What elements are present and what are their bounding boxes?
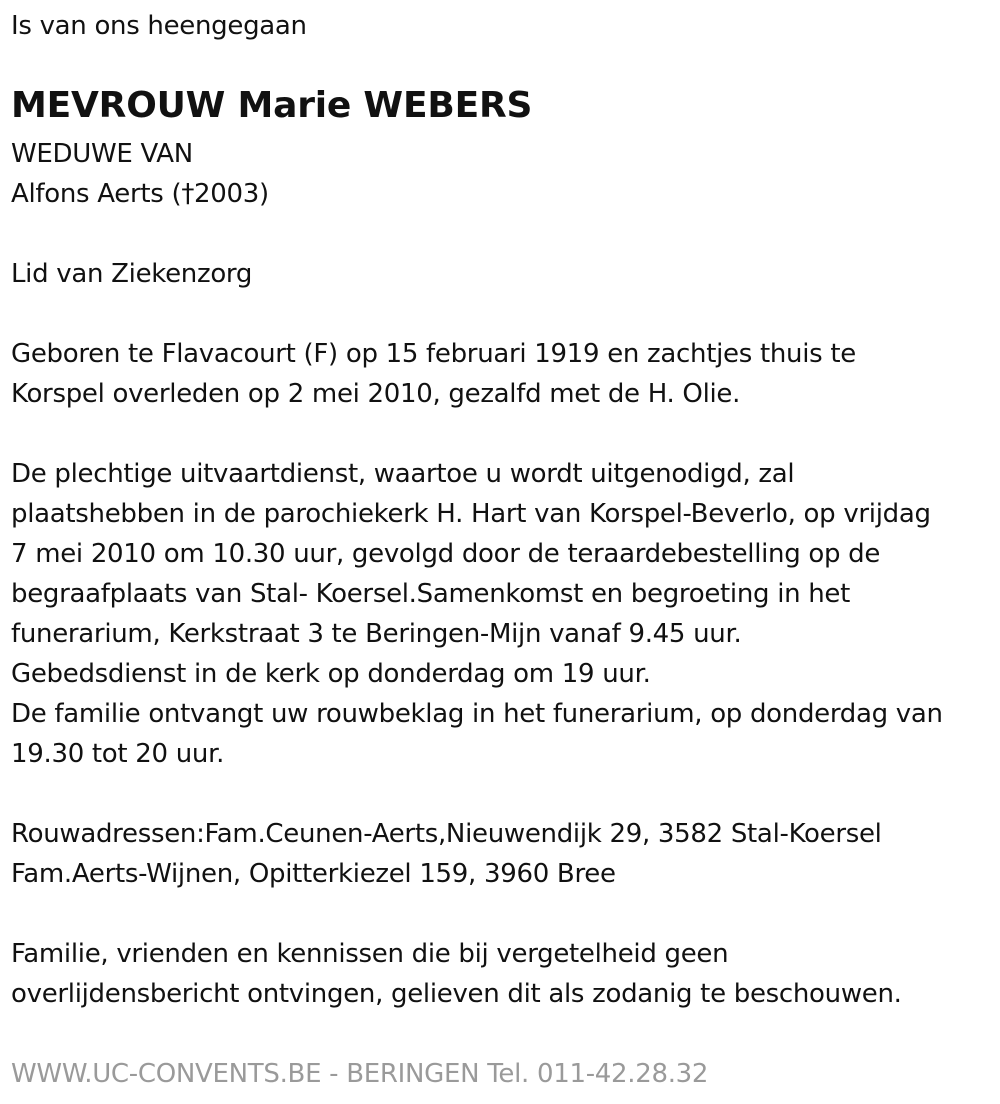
birth-death-paragraph bbox=[11, 334, 856, 414]
paragraph-line: De plechtige uitvaartdienst, waartoe u wordt uitgenodigd, zal bbox=[11, 459, 795, 489]
paragraph-line: 7 mei 2010 om 10.30 uur, gevolgd door de teraardebestelling op de bbox=[11, 539, 881, 569]
addresses-paragraph bbox=[11, 814, 882, 894]
paragraph-line: overlijdensbericht ontvingen, gelieven dit als zodanig te beschouwen. bbox=[11, 979, 902, 1009]
deceased-name: MEVROUW Marie WEBERS bbox=[11, 85, 533, 126]
paragraph-line: Gebedsdienst in de kerk op donderdag om 19 uur. bbox=[11, 659, 651, 689]
widow-label: WEDUWE VAN bbox=[11, 139, 193, 169]
paragraph-line: Familie, vrienden en kennissen die bij vergetelheid geen bbox=[11, 939, 729, 969]
funeral-paragraph bbox=[11, 454, 943, 774]
paragraph-line: Geboren te Flavacourt (F) op 15 februari 1919 en zachtjes thuis te bbox=[11, 339, 856, 369]
membership-block bbox=[11, 254, 252, 294]
paragraph-line: De familie ontvangt uw rouwbeklag in het funerarium, op donderdag van bbox=[11, 699, 943, 729]
intro-text: Is van ons heengegaan bbox=[11, 11, 307, 41]
membership-text: Lid van Ziekenzorg bbox=[11, 259, 253, 289]
footer-contact: WWW.UC-CONVENTS.BE - BERINGEN Tel. 011-42.28.32 bbox=[11, 1059, 709, 1089]
address-line: Rouwadressen:Fam.Ceunen-Aerts,Nieuwendijk 29, 3582 Stal-Koersel bbox=[11, 819, 882, 849]
paragraph-line: plaatshebben in de parochiekerk H. Hart van Korspel-Beverlo, op vrijdag bbox=[11, 499, 931, 529]
closing-paragraph bbox=[11, 934, 902, 1014]
spouse-block bbox=[11, 134, 269, 214]
paragraph-line: funerarium, Kerkstraat 3 te Beringen-Mijn vanaf 9.45 uur. bbox=[11, 619, 742, 649]
paragraph-line: Korspel overleden op 2 mei 2010, gezalfd met de H. Olie. bbox=[11, 379, 741, 409]
paragraph-line: 19.30 tot 20 uur. bbox=[11, 739, 225, 769]
address-line: Fam.Aerts-Wijnen, Opitterkiezel 159, 3960 Bree bbox=[11, 859, 616, 889]
spouse-name: Alfons Aerts (†2003) bbox=[11, 179, 269, 209]
paragraph-line: begraafplaats van Stal- Koersel.Samenkomst en begroeting in het bbox=[11, 579, 851, 609]
